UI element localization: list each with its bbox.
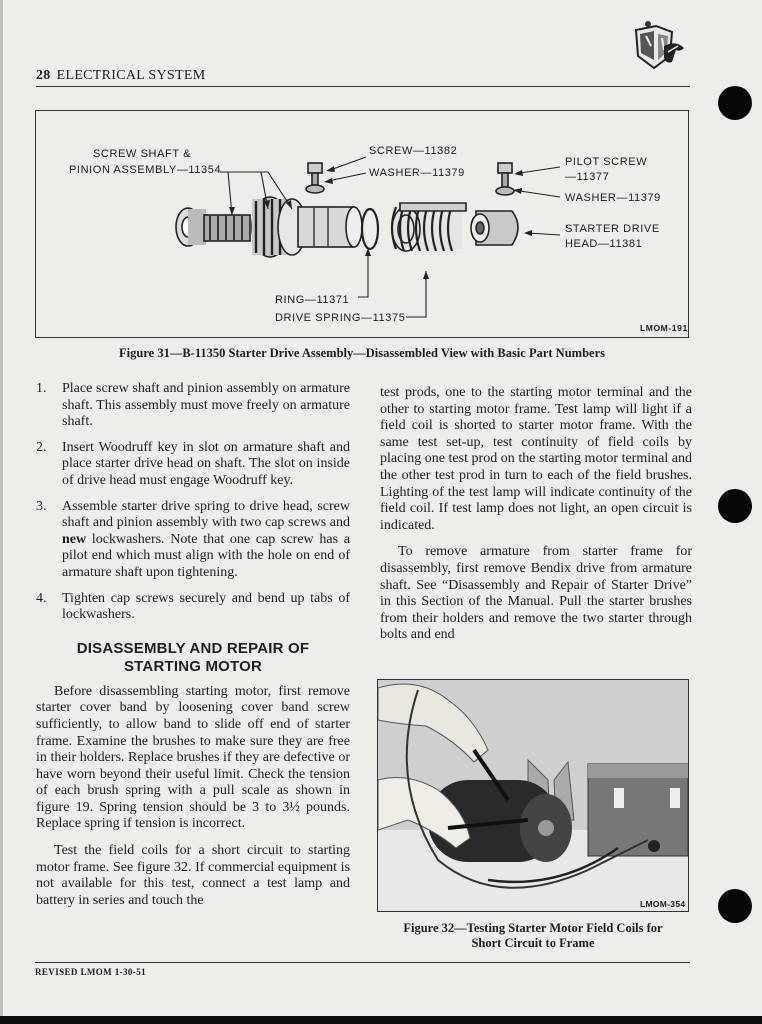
figure-code: LMOM-354 <box>640 899 686 909</box>
label-drive-spring: DRIVE SPRING—11375 <box>275 312 406 324</box>
section-heading: DISASSEMBLY AND REPAIR OF STARTING MOTOR <box>76 639 310 675</box>
assembly-steps <box>36 381 350 624</box>
label-screw: SCREW—11382 <box>369 145 458 157</box>
label-pinion-assembly: PINION ASSEMBLY—11354 <box>69 164 222 176</box>
label-washer-right: WASHER—11379 <box>565 192 661 204</box>
binder-hole <box>718 889 752 923</box>
step-item: 3. Assemble starter drive spring to drive head, screw shaft and pinion assembly with two cap screws and new lockwashers. Note that one cap screw has a pilot end which must align with the hole on end of armature shaft upon tightening. <box>36 498 350 580</box>
section-title: ELECTRICAL SYSTEM <box>56 68 206 83</box>
step-item: 2. Insert Woodruff key in slot on armature shaft and place starter drive head on shaft. The slot on inside of drive head must engage Woodruff key. <box>36 439 350 488</box>
paragraph: Test the field coils for a short circuit to starting motor frame. See figure 32. If commercial equipment is not available for this test, connect a test lamp and battery in series and touch the <box>36 843 350 908</box>
figure-code: LMOM-191 <box>640 323 688 333</box>
binder-hole <box>718 86 752 120</box>
paragraph: test prods, one to the starting motor terminal and the other to starting motor frame. Test lamp will light if a field coil is shorted to starter motor frame. With the same test set-up, test continuity of field coils by placing one test prod on the starting motor terminal and the other test prod in turn to each of the field brushes. Lighting of the test lamp will indicate continuity of the field coil. If test lamp does not light, an open circuit is indicated. <box>380 385 692 533</box>
running-header <box>36 68 690 87</box>
revision-footer: REVISED LMOM 1-30-51 <box>35 962 690 977</box>
page-edge <box>0 1016 762 1024</box>
step-item: 4. Tighten cap screws securely and bend up tabs of lockwashers. <box>36 590 350 623</box>
label-ring: RING—11371 <box>275 294 350 306</box>
figure-31-caption: Figure 31—B-11350 Starter Drive Assembly—Disassembled View with Basic Part Numbers <box>119 346 605 360</box>
figure-32-caption: Figure 32—Testing Starter Motor Field Coils for Short Circuit to Frame <box>403 921 663 950</box>
binder-hole <box>718 489 752 523</box>
label-screw-shaft: SCREW SHAFT & <box>93 148 192 160</box>
label-pilot-screw: PILOT SCREW —11377 <box>565 156 648 183</box>
left-column <box>36 381 350 919</box>
field-coil-test-photo <box>378 680 688 911</box>
step-item: 1. Place screw shaft and pinion assembly on armature shaft. This assembly must move freely on armature shaft. <box>36 381 350 430</box>
right-column <box>380 385 692 654</box>
paragraph: To remove armature from starter frame for disassembly, first remove Bendix drive from armature shaft. See “Disassembly and Repair of Starter Drive” in this Section of the Manual. Pull the starter brushes from their holders and remove the two starter through bolts and end <box>380 544 692 643</box>
figure-31-exploded-view <box>35 110 689 338</box>
page-number: 28 <box>36 68 51 83</box>
paragraph: Before disassembling starting motor, first remove starter cover band by loosening cover band screw sufficiently, to allow band to slide off end of starter frame. Examine the brushes to make sure they are free in their holders. Replace brushes if they are defective or have worn beyond their useful limit. Check the tension of each brush spring with a pull scale as shown in figure 19. Spring tension should be 3 to 3½ pounds. Replace spring if tension is incorrect. <box>36 683 350 832</box>
figure-32-photo <box>377 679 689 912</box>
label-washer-center: WASHER—11379 <box>369 167 465 179</box>
page-edge <box>0 0 3 1024</box>
label-starter-drive-head: STARTER DRIVE HEAD—11381 <box>565 223 660 250</box>
